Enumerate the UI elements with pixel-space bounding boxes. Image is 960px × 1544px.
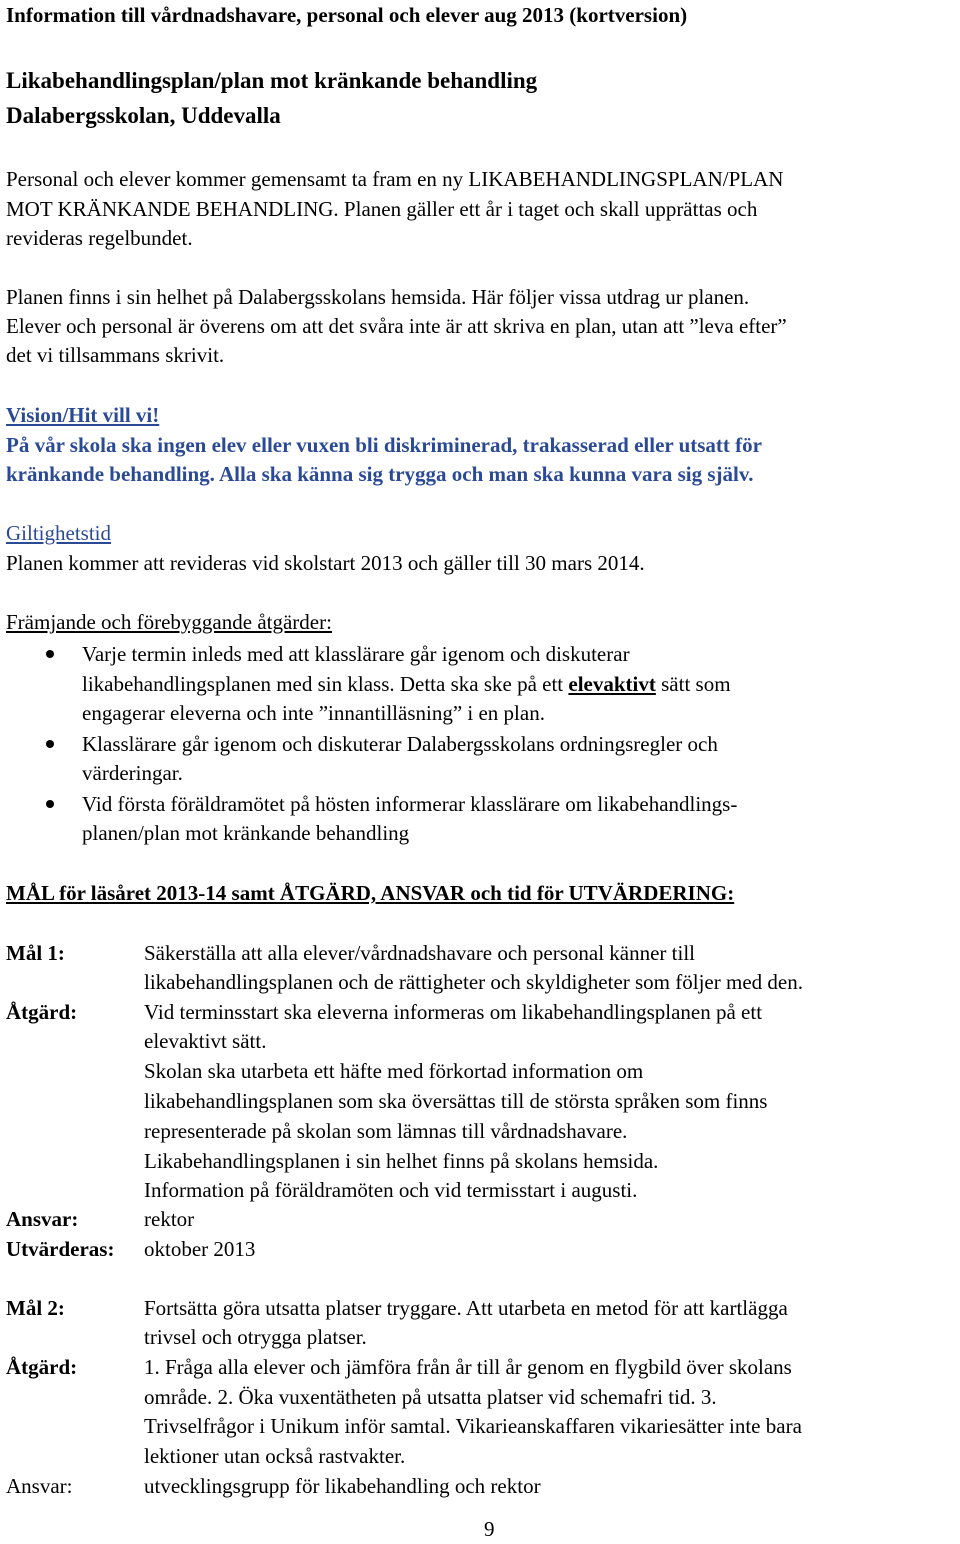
goal2-text: Fortsätta göra utsatta platser tryggare. Att utarbeta en metod för att kartlägga: [144, 1296, 788, 1320]
vision-heading: Vision/Hit vill vi!: [6, 403, 160, 427]
goal2-text: trivsel och otrygga platser.: [144, 1325, 367, 1349]
title-line-1: Likabehandlingsplan/plan mot kränkande behandling: [6, 68, 538, 93]
goal1-action-text: Likabehandlingsplanen i sin helhet finns på skolans hemsida.: [144, 1149, 659, 1173]
vision-text: kränkande behandling. Alla ska känna sig trygga och man ska kunna vara sig själv.: [6, 462, 754, 486]
page-number: 9: [484, 1517, 495, 1541]
bullet-text: [82, 669, 731, 699]
goal2-responsible-label: Ansvar:: [6, 1474, 73, 1498]
measures-heading: Främjande och förebyggande åtgärder:: [6, 610, 332, 634]
goal1-action-label: Åtgärd:: [6, 1000, 78, 1024]
goal1-text: likabehandlingsplanen och de rättigheter och skyldigheter som följer med den.: [144, 970, 803, 994]
goal1-action-text: elevaktivt sätt.: [144, 1029, 267, 1053]
bullet-text: värderingar.: [82, 761, 183, 785]
goal1-responsible: rektor: [144, 1207, 195, 1231]
goal1-text: Säkerställa att alla elever/vårdnadshavare och personal känner till: [144, 941, 696, 965]
goal1-action-text: Information på föräldramöten och vid termisstart i augusti.: [144, 1178, 638, 1202]
goal1-responsible-label: Ansvar:: [6, 1207, 79, 1231]
bullet-text-part: likabehandlingsplanen med sin klass. Detta ska ske på ett: [82, 672, 569, 696]
title-line-2: Dalabergsskolan, Uddevalla: [6, 103, 281, 128]
goal1-evaluation-label: Utvärderas:: [6, 1237, 115, 1261]
header-line: Information till vårdnadshavare, personal och elever aug 2013 (kortversion): [6, 3, 688, 27]
goal1-evaluation: oktober 2013: [144, 1237, 256, 1261]
goal2-action-text: område. 2. Öka vuxentätheten på utsatta platser vid schemafri tid. 3.: [144, 1385, 717, 1409]
goal2-responsible: utvecklingsgrupp för likabehandling och rektor: [144, 1474, 541, 1498]
goal2-action-label: Åtgärd:: [6, 1355, 78, 1379]
bullet-icon: [46, 800, 54, 808]
vision-text: På vår skola ska ingen elev eller vuxen bli diskriminerad, trakasserad eller utsatt för: [6, 433, 762, 457]
goals-heading: MÅL för läsåret 2013-14 samt ÅTGÄRD, ANSVAR och tid för UTVÄRDERING:: [6, 881, 735, 905]
bullet-icon: [46, 740, 54, 748]
bullet-icon: [46, 650, 54, 658]
goal1-action-text: representerade på skolan som lämnas till vårdnadshavare.: [144, 1119, 628, 1143]
intro-text: MOT KRÄNKANDE BEHANDLING. Planen gäller ett år i taget och skall upprättas och: [6, 197, 758, 221]
validity-text: Planen kommer att revideras vid skolstart 2013 och gäller till 30 mars 2014.: [6, 551, 645, 575]
goal2-action-text: 1. Fråga alla elever och jämföra från år till år genom en flygbild över skolans: [144, 1355, 792, 1379]
goal1-action-text: Vid terminsstart ska eleverna informeras om likabehandlingsplanen på ett: [144, 1000, 763, 1024]
goal1-action-text: Skolan ska utarbeta ett häfte med förkortad information om: [144, 1059, 644, 1083]
bullet-text: planen/plan mot kränkande behandling: [82, 821, 410, 845]
goal1-label: Mål 1:: [6, 941, 65, 965]
goal2-action-text: lektioner utan också rastvakter.: [144, 1444, 406, 1468]
intro-text: revideras regelbundet.: [6, 226, 193, 250]
validity-heading: Giltighetstid: [6, 521, 111, 545]
emphasis-elevaktivt: elevaktivt: [568, 672, 656, 696]
bullet-text: Klasslärare går igenom och diskuterar Dalabergsskolans ordningsregler och: [82, 732, 718, 756]
bullet-text: engagerar eleverna och inte ”innantilläsning” i en plan.: [82, 701, 545, 725]
goal1-action-text: likabehandlingsplanen som ska översättas till de största språken som finns: [144, 1089, 768, 1113]
intro-text: Personal och elever kommer gemensamt ta fram en ny LIKABEHANDLINGSPLAN/PLAN: [6, 167, 784, 191]
bullet-text-part: sätt som: [655, 672, 731, 696]
intro-text: det vi tillsammans skrivit.: [6, 343, 225, 367]
intro-text: Elever och personal är överens om att det svåra inte är att skriva en plan, utan att ”leva efter”: [6, 314, 787, 338]
goal2-label: Mål 2:: [6, 1296, 65, 1320]
bullet-text: Vid första föräldramötet på hösten informerar klasslärare om likabehandlings-: [82, 792, 738, 816]
intro-text: Planen finns i sin helhet på Dalabergsskolans hemsida. Här följer vissa utdrag ur planen.: [6, 285, 750, 309]
bullet-text: Varje termin inleds med att klasslärare går igenom och diskuterar: [82, 642, 630, 666]
goal2-action-text: Trivselfrågor i Unikum inför samtal. Vikarieanskaffaren vikariesätter inte bara: [144, 1414, 802, 1438]
